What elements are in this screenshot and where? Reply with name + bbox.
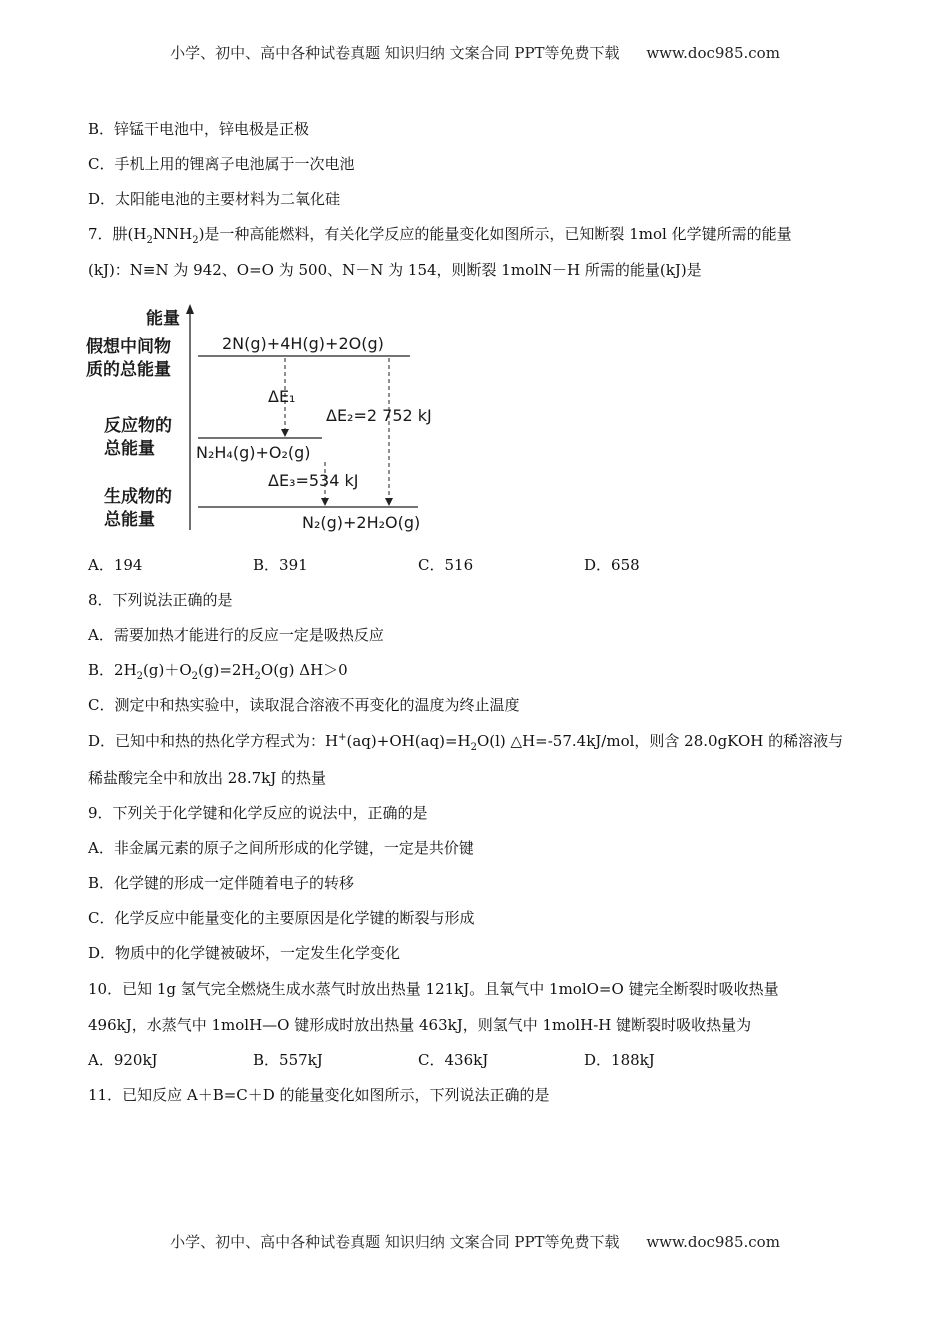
q8-option-b: B．$2H_2(g)+O_2(g)=2H_2O(g)$ ΔH＞0: [88, 661, 348, 682]
q10-option-d: D．188kJ: [584, 1051, 655, 1069]
q11-stem: 11．已知反应 A＋B=C＋D 的能量变化如图所示，下列说法正确的是: [88, 1086, 550, 1104]
q10-stem-line1: 10．已知 1g 氢气完全燃烧生成水蒸气时放出热量 121kJ。且氧气中 1molO=O 键完全断裂时吸收热量: [88, 980, 779, 998]
label-intermediate-2: 质的总能量: [86, 360, 171, 380]
axis-arrow-icon: [186, 304, 194, 314]
page-footer: [0, 1231, 950, 1252]
arrow-de2-head-icon: [385, 498, 393, 506]
footer-url[interactable]: www.doc985.com: [646, 1233, 780, 1251]
q9-stem: 9．下列关于化学键和化学反应的说法中，正确的是: [88, 804, 428, 822]
label-de3: ΔE₃=534 kJ: [268, 471, 359, 490]
label-intermediate-1: 假想中间物: [86, 337, 171, 357]
q7-stem-line1: 7．肼$(H_2NNH_2)$是一种高能燃料，有关化学反应的能量变化如图所示，已知断裂 1mol 化学键所需的能量: [88, 225, 792, 246]
q7-option-b: B．391: [253, 556, 308, 574]
footer-text: 小学、初中、高中各种试卷真题 知识归纳 文案合同 PPT等免费下载: [170, 1233, 620, 1251]
label-de2: ΔE₂=2 752 kJ: [326, 406, 432, 425]
species-intermediate: 2N(g)+4H(g)+2O(g): [222, 334, 384, 353]
q10-option-a: A．920kJ: [88, 1051, 158, 1069]
q8-option-d-line2: 稀盐酸完全中和放出 28.7kJ 的热量: [88, 769, 327, 787]
q7-stem-line2: (kJ)：N≡N 为 942、O=O 为 500、N－N 为 154，则断裂 1molN－H 所需的能量(kJ)是: [88, 261, 702, 279]
q9-option-a: A．非金属元素的原子之间所形成的化学键，一定是共价键: [88, 839, 474, 857]
q9-option-c: C．化学反应中能量变化的主要原因是化学键的断裂与形成: [88, 909, 475, 927]
q6-option-b: B．锌锰干电池中，锌电极是正极: [88, 120, 310, 138]
label-products-2: 总能量: [104, 510, 155, 530]
q8-option-a: A．需要加热才能进行的反应一定是吸热反应: [88, 626, 384, 644]
header-url[interactable]: www.doc985.com: [646, 44, 780, 62]
arrow-de1-head-icon: [281, 429, 289, 437]
q6-option-d: D．太阳能电池的主要材料为二氧化硅: [88, 190, 341, 208]
species-products: N₂(g)+2H₂O(g): [302, 513, 421, 532]
page-header: [0, 42, 950, 63]
q8-option-d: D．已知中和热的热化学方程式为：$H^+(aq)+OH(aq)=H_2O(l)$ △H=-57.4kJ/mol，则含 28.0gKOH 的稀溶液与: [88, 732, 844, 753]
energy-diagram: [80, 300, 460, 540]
arrow-de3-head-icon: [321, 498, 329, 506]
q10-stem-line2: 496kJ，水蒸气中 1molH—O 键形成时放出热量 463kJ，则氢气中 1molH-H 键断裂时吸收热量为: [88, 1016, 752, 1034]
q8-stem: 8．下列说法正确的是: [88, 591, 233, 609]
q7-option-c: C．516: [418, 556, 474, 574]
q6-option-c: C．手机上用的锂离子电池属于一次电池: [88, 155, 355, 173]
q7-option-d: D．658: [584, 556, 640, 574]
q10-option-c: C．436kJ: [418, 1051, 489, 1069]
q9-option-b: B．化学键的形成一定伴随着电子的转移: [88, 874, 355, 892]
label-de1: ΔE₁: [268, 387, 296, 406]
label-reactants-2: 总能量: [104, 439, 155, 459]
label-reactants-1: 反应物的: [104, 416, 172, 436]
axis-label: 能量: [146, 309, 180, 329]
q8-option-c: C．测定中和热实验中，读取混合溶液不再变化的温度为终止温度: [88, 696, 520, 714]
q9-option-d: D．物质中的化学键被破坏，一定发生化学变化: [88, 944, 401, 962]
header-text: 小学、初中、高中各种试卷真题 知识归纳 文案合同 PPT等免费下载: [170, 44, 620, 62]
label-products-1: 生成物的: [104, 487, 172, 507]
q7-option-a: A．194: [88, 556, 143, 574]
q10-option-b: B．557kJ: [253, 1051, 323, 1069]
species-reactants: N₂H₄(g)+O₂(g): [196, 443, 311, 462]
